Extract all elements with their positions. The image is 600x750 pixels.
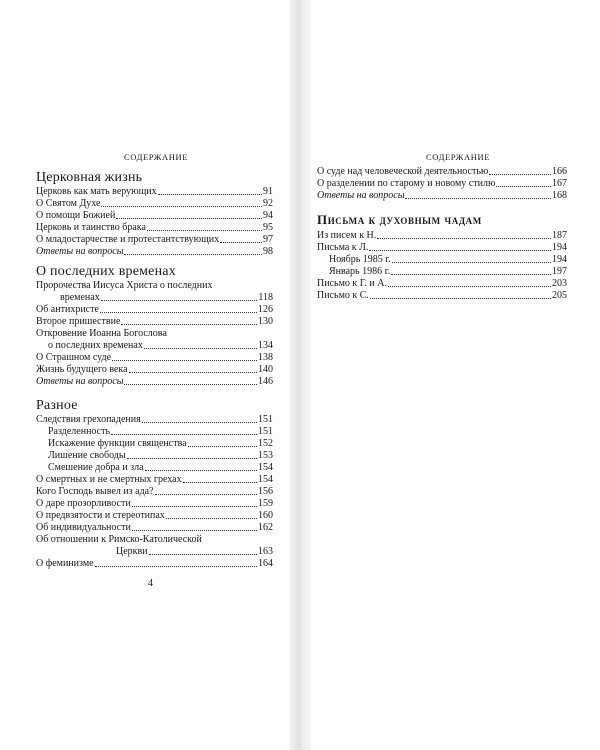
toc-entry: о последних временах 134 bbox=[48, 340, 273, 351]
toc-entry: Из писем к Н. 187 bbox=[317, 230, 567, 241]
toc-entry: Об антихристе 126 bbox=[36, 304, 273, 315]
toc-entry: О смертных и не смертных грехах 154 bbox=[36, 474, 273, 485]
toc-subentry: Смешение добра и зла 154 bbox=[48, 462, 273, 473]
toc-entry-answers: Ответы на вопросы 98 bbox=[36, 246, 273, 257]
toc-entry: Письма к Л. 194 bbox=[317, 242, 567, 253]
toc-entry: О разделении по старому и новому стилю 167 bbox=[317, 178, 567, 189]
toc-entry-line1: Пророчества Иисуса Христа о последних bbox=[36, 280, 213, 291]
toc-entry: О суде над человеческой деятельностью 166 bbox=[317, 166, 567, 177]
section-title-church-life: Церковная жизнь bbox=[36, 170, 143, 185]
toc-subentry: Ноябрь 1985 г. 194 bbox=[329, 254, 567, 265]
toc-entry: Церкви 163 bbox=[116, 546, 273, 557]
toc-entry-answers: Ответы на вопросы 146 bbox=[36, 376, 273, 387]
toc-subentry: Разделенность 151 bbox=[48, 426, 273, 437]
section-title-last-times: О последних временах bbox=[36, 264, 176, 279]
section-title-letters: Письма к духовным чадам bbox=[317, 212, 482, 227]
toc-entry: временах 118 bbox=[60, 292, 273, 303]
toc-entry: О Страшном суде 138 bbox=[36, 352, 273, 363]
toc-entry: О Святом Духе 92 bbox=[36, 198, 273, 209]
toc-entry: О феминизме 164 bbox=[36, 558, 273, 569]
toc-entry: Кого Господь вывел из ада? 156 bbox=[36, 486, 273, 497]
toc-entry: О помощи Божией 94 bbox=[36, 210, 273, 221]
toc-entry: Церковь как мать верующих 91 bbox=[36, 186, 273, 197]
toc-entry: О предвзятости и стереотипах 160 bbox=[36, 510, 273, 521]
right-page-toc bbox=[317, 166, 567, 302]
toc-entry: Письмо к С. 205 bbox=[317, 290, 567, 301]
toc-subentry: Лишение свободы 153 bbox=[48, 450, 273, 461]
toc-entry: Письмо к Г. и А. 203 bbox=[317, 278, 567, 289]
toc-entry: О младостарчестве и протестантствующих 97 bbox=[36, 234, 273, 245]
toc-entry-line1: Откровение Иоанна Богослова bbox=[36, 328, 167, 339]
toc-entry: Жизнь будущего века 140 bbox=[36, 364, 273, 375]
toc-entry: Второе пришествие 130 bbox=[36, 316, 273, 327]
right-running-header: СОДЕРЖАНИЕ bbox=[426, 152, 491, 162]
toc-entry: О даре прозорливости 159 bbox=[36, 498, 273, 509]
toc-entry-line1: Об отношении к Римско-Католической bbox=[36, 534, 202, 545]
toc-subentry: Январь 1986 г. 197 bbox=[329, 266, 567, 277]
book-gutter bbox=[289, 0, 311, 750]
toc-entry-answers: Ответы на вопросы 168 bbox=[317, 190, 567, 201]
left-page-toc bbox=[36, 168, 273, 570]
toc-entry: Церковь и таинство брака 95 bbox=[36, 222, 273, 233]
toc-subentry: Искажение функции священства 152 bbox=[48, 438, 273, 449]
toc-entry: Об индивидуальности 162 bbox=[36, 522, 273, 533]
toc-entry: Следствия грехопадения 151 bbox=[36, 414, 273, 425]
section-title-miscellaneous: Разное bbox=[36, 398, 78, 413]
left-running-header: СОДЕРЖАНИЕ bbox=[124, 152, 189, 162]
left-page-number: 4 bbox=[148, 578, 153, 589]
